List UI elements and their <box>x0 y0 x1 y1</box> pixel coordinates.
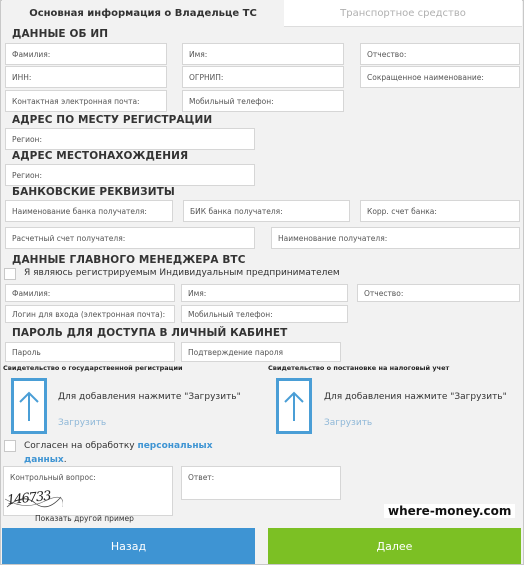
bank-name-input[interactable]: Наименование банка получателя: <box>5 200 173 222</box>
state-reg-upload-area[interactable] <box>11 378 47 434</box>
upload-arrow-icon <box>18 389 40 423</box>
back-button[interactable]: Назад <box>2 528 255 564</box>
ip-inn-input[interactable]: ИНН: <box>5 66 167 88</box>
manager-login-input[interactable]: Логин для входа (электронная почта): <box>5 305 175 323</box>
password-confirm-input[interactable]: Подтверждение пароля <box>181 342 341 362</box>
consent-prefix: Согласен на обработку <box>24 441 138 451</box>
consent-checkbox[interactable] <box>4 440 16 452</box>
ip-firstname-input[interactable]: Имя: <box>182 43 344 65</box>
tab-vehicle[interactable]: Транспортное средство <box>284 0 522 27</box>
loc-region-input[interactable]: Регион: <box>5 164 255 186</box>
manager-mobile-input[interactable]: Мобильный телефон: <box>181 305 348 323</box>
section-ip-title: ДАННЫЕ ОБ ИП <box>12 28 109 40</box>
section-password-title: ПАРОЛЬ ДЛЯ ДОСТУПА В ЛИЧНЫЙ КАБИНЕТ <box>12 327 288 339</box>
ip-lastname-input[interactable]: Фамилия: <box>5 43 167 65</box>
tax-reg-title: Свидетельство о постановке на налоговый учет <box>268 364 450 372</box>
ip-email-input[interactable]: Контактная электронная почта: <box>5 90 167 112</box>
state-reg-hint: Для добавления нажмите "Загрузить" <box>58 392 241 402</box>
consent-text <box>24 439 224 467</box>
ip-self-checkbox-label: Я являюсь регистрируемым Индивидуальным предпринимателем <box>24 268 340 278</box>
state-reg-title: Свидетельство о государственной регистрации <box>3 364 183 372</box>
ip-self-checkbox[interactable] <box>4 268 16 280</box>
section-location-title: АДРЕС МЕСТОНАХОЖДЕНИЯ <box>12 150 189 162</box>
consent-personal-data-link[interactable]: персональных данных <box>24 441 213 465</box>
captcha-image <box>5 487 63 515</box>
captcha-text: 146733 <box>6 488 52 509</box>
section-manager-title: ДАННЫЕ ГЛАВНОГО МЕНЕДЖЕРА ВТС <box>12 254 246 266</box>
ip-ogrnip-input[interactable]: ОГРНИП: <box>182 66 344 88</box>
tax-reg-hint: Для добавления нажмите "Загрузить" <box>324 392 507 402</box>
bank-account-input[interactable]: Расчетный счет получателя: <box>5 227 255 249</box>
ip-patronymic-input[interactable]: Отчество: <box>360 43 520 65</box>
upload-arrow-icon <box>283 389 305 423</box>
bank-corr-input[interactable]: Корр. счет банка: <box>360 200 520 222</box>
ip-mobile-input[interactable]: Мобильный телефон: <box>182 90 344 112</box>
captcha-answer-input[interactable]: Ответ: <box>181 466 341 500</box>
bank-bik-input[interactable]: БИК банка получателя: <box>183 200 350 222</box>
ip-short-name-input[interactable]: Сокращенное наименование: <box>360 66 520 88</box>
reg-region-input[interactable]: Регион: <box>5 128 255 150</box>
manager-firstname-input[interactable]: Имя: <box>181 284 348 302</box>
tax-reg-upload-link[interactable]: Загрузить <box>324 418 373 428</box>
site-watermark: where-money.com <box>384 504 515 518</box>
captcha-refresh-link[interactable]: Показать другой пример <box>35 514 134 523</box>
manager-patronymic-input[interactable]: Отчество: <box>357 284 520 302</box>
captcha-question-box: Контрольный вопрос: <box>3 466 173 516</box>
manager-lastname-input[interactable]: Фамилия: <box>5 284 175 302</box>
state-reg-upload-link[interactable]: Загрузить <box>58 418 107 428</box>
next-button[interactable]: Далее <box>268 528 521 564</box>
consent-suffix: . <box>63 455 67 465</box>
password-input[interactable]: Пароль <box>5 342 175 362</box>
tax-reg-upload-area[interactable] <box>276 378 312 434</box>
bank-recipient-input[interactable]: Наименование получателя: <box>271 227 520 249</box>
section-reg-address-title: АДРЕС ПО МЕСТУ РЕГИСТРАЦИИ <box>12 114 213 126</box>
tab-owner-info[interactable]: Основная информация о Владельце ТС <box>2 0 284 27</box>
section-bank-title: БАНКОВСКИЕ РЕКВИЗИТЫ <box>12 186 175 198</box>
